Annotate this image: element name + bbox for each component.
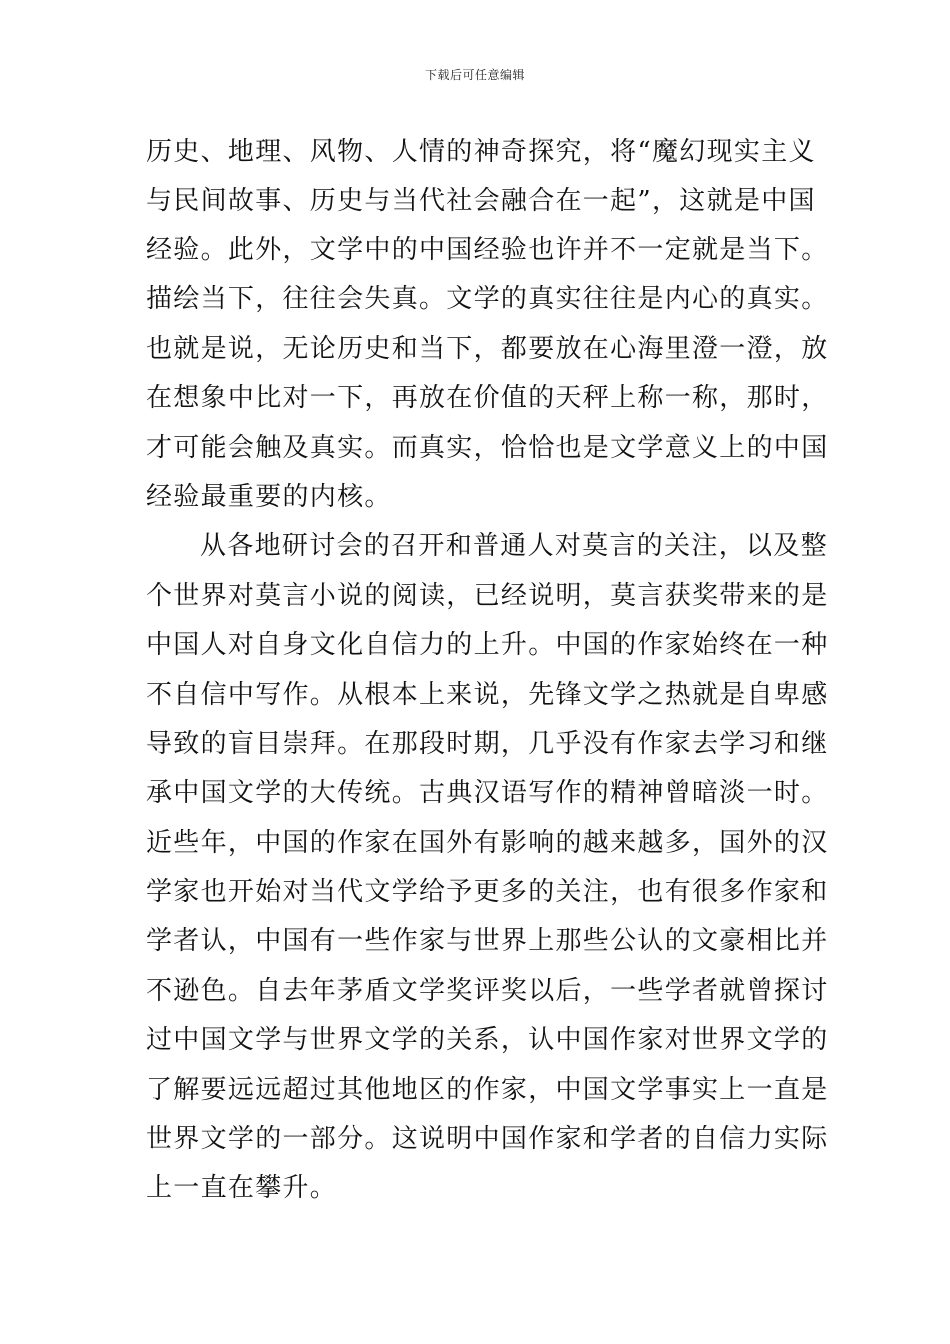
text-line: 个世界对莫言小说的阅读，已经说明，莫言获奖带来的是: [146, 581, 829, 611]
text-line: 学家也开始对当代文学给予更多的关注，也有很多作家和: [146, 877, 829, 907]
text-line: 在想象中比对一下，再放在价值的天秤上称一称，那时，: [146, 383, 829, 413]
text-line: 中国人对自身文化自信力的上升。中国的作家始终在一种: [146, 630, 829, 660]
text-line: 历史、地理、风物、人情的神奇探究，将“魔幻现实主义: [146, 137, 816, 167]
text-line: 经验最重要的内核。: [146, 482, 392, 512]
text-line: 了解要远远超过其他地区的作家，中国文学事实上一直是: [146, 1075, 829, 1105]
text-line: 上一直在攀升。: [146, 1173, 338, 1203]
text-line: 从各地研讨会的召开和普通人对莫言的关注，以及整: [200, 531, 828, 561]
text-line: 与民间故事、历史与当代社会融合在一起”，这就是中国: [146, 186, 816, 216]
text-line: 近些年，中国的作家在国外有影响的越来越多，国外的汉: [146, 828, 829, 858]
text-line: 学者认，中国有一些作家与世界上那些公认的文豪相比并: [146, 926, 829, 956]
text-line: 承中国文学的大传统。古典汉语写作的精神曾暗淡一时。: [146, 778, 829, 808]
text-line: 描绘当下，往往会失真。文学的真实往往是内心的真实。: [146, 284, 829, 314]
text-line: 也就是说，无论历史和当下，都要放在心海里澄一澄，放: [146, 334, 829, 364]
text-line: 经验。此外，文学中的中国经验也许并不一定就是当下。: [146, 235, 829, 265]
text-line: 才可能会触及真实。而真实，恰恰也是文学意义上的中国: [146, 433, 829, 463]
text-line: 过中国文学与世界文学的关系，认中国作家对世界文学的: [146, 1025, 829, 1055]
page-header: 下载后可任意编辑: [424, 68, 525, 82]
text-line: 世界文学的一部分。这说明中国作家和学者的自信力实际: [146, 1124, 829, 1154]
text-line: 不逊色。自去年茅盾文学奖评奖以后，一些学者就曾探讨: [146, 976, 829, 1006]
text-line: 不自信中写作。从根本上来说，先锋文学之热就是自卑感: [146, 680, 829, 710]
text-line: 导致的盲目崇拜。在那段时期，几乎没有作家去学习和继: [146, 729, 829, 759]
